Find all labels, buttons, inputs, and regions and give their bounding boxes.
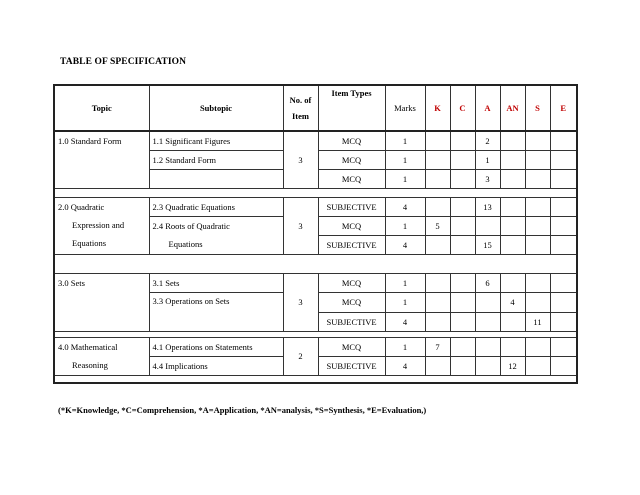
s-cell: 11 (525, 312, 550, 331)
item-type-cell: SUBJECTIVE (318, 236, 385, 255)
item-type-cell: MCQ (318, 216, 385, 235)
e-cell (550, 293, 577, 312)
an-cell (500, 312, 525, 331)
table-row (54, 131, 577, 150)
an-cell (500, 274, 525, 293)
spacer-row (54, 375, 577, 383)
no-of-item-cell: 3 (283, 274, 318, 331)
item-type-cell: SUBJECTIVE (318, 312, 385, 331)
subtopic-cell (149, 169, 283, 188)
s-cell (525, 169, 550, 188)
s-cell (525, 131, 550, 150)
marks-cell: 1 (385, 274, 425, 293)
k-cell (425, 197, 450, 216)
c-cell (450, 274, 475, 293)
an-cell (500, 337, 525, 356)
spacer-row (54, 188, 577, 197)
header-e: E (550, 85, 577, 131)
e-cell (550, 197, 577, 216)
item-type-cell: SUBJECTIVE (318, 197, 385, 216)
subtopic-cell (149, 216, 283, 254)
s-cell (525, 236, 550, 255)
item-type-cell: MCQ (318, 274, 385, 293)
item-type-cell: SUBJECTIVE (318, 356, 385, 375)
an-cell (500, 216, 525, 235)
subtopic-cell: 2.3 Quadratic Equations (149, 197, 283, 216)
an-cell (500, 131, 525, 150)
header-no-of-item-line2: Item (292, 111, 309, 121)
e-cell (550, 150, 577, 169)
item-type-cell: MCQ (318, 337, 385, 356)
topic-line: Reasoning (72, 359, 108, 370)
marks-cell: 1 (385, 216, 425, 235)
marks-cell: 4 (385, 312, 425, 331)
c-cell (450, 312, 475, 331)
topic-line: Equations (72, 237, 106, 248)
topic-cell (54, 197, 149, 254)
a-cell: 1 (475, 150, 500, 169)
header-s: S (525, 85, 550, 131)
marks-cell: 1 (385, 169, 425, 188)
marks-cell: 1 (385, 150, 425, 169)
spacer-row (54, 255, 577, 274)
header-no-of-item (283, 85, 318, 131)
c-cell (450, 131, 475, 150)
k-cell: 7 (425, 337, 450, 356)
s-cell (525, 150, 550, 169)
an-cell (500, 236, 525, 255)
header-row (54, 85, 577, 131)
s-cell (525, 337, 550, 356)
e-cell (550, 337, 577, 356)
header-no-of-item-line1: No. of (289, 95, 312, 105)
no-of-item-cell: 2 (283, 337, 318, 375)
subtopic-cell: 1.2 Standard Form (149, 150, 283, 169)
an-cell (500, 169, 525, 188)
specification-table (53, 84, 578, 384)
c-cell (450, 356, 475, 375)
topic-line: 4.0 Mathematical (58, 341, 118, 352)
subtopic-line: 2.4 Roots of Quadratic (152, 220, 230, 231)
e-cell (550, 131, 577, 150)
header-c: C (450, 85, 475, 131)
e-cell (550, 312, 577, 331)
k-cell (425, 293, 450, 312)
table-row (54, 337, 577, 356)
s-cell (525, 293, 550, 312)
an-cell (500, 150, 525, 169)
k-cell (425, 169, 450, 188)
marks-cell: 1 (385, 337, 425, 356)
item-type-cell: MCQ (318, 131, 385, 150)
marks-cell: 1 (385, 293, 425, 312)
marks-cell: 4 (385, 197, 425, 216)
marks-cell: 4 (385, 356, 425, 375)
header-an: AN (500, 85, 525, 131)
header-subtopic: Subtopic (149, 85, 283, 131)
c-cell (450, 197, 475, 216)
s-cell (525, 216, 550, 235)
k-cell (425, 236, 450, 255)
subtopic-cell: 4.1 Operations on Statements (149, 337, 283, 356)
subtopic-cell: 3.3 Operations on Sets (149, 293, 283, 331)
k-cell (425, 131, 450, 150)
an-cell: 4 (500, 293, 525, 312)
c-cell (450, 216, 475, 235)
topic-cell: 1.0 Standard Form (54, 131, 149, 188)
table-row (54, 197, 577, 216)
a-cell (475, 216, 500, 235)
marks-cell: 4 (385, 236, 425, 255)
a-cell (475, 312, 500, 331)
an-cell: 12 (500, 356, 525, 375)
header-a: A (475, 85, 500, 131)
a-cell: 6 (475, 274, 500, 293)
item-type-cell: MCQ (318, 169, 385, 188)
e-cell (550, 274, 577, 293)
header-item-types: Item Types (318, 85, 385, 131)
item-type-cell: MCQ (318, 150, 385, 169)
s-cell (525, 197, 550, 216)
marks-cell: 1 (385, 131, 425, 150)
topic-line: 2.0 Quadratic (58, 201, 105, 212)
k-cell: 5 (425, 216, 450, 235)
e-cell (550, 169, 577, 188)
s-cell (525, 356, 550, 375)
an-cell (500, 197, 525, 216)
legend-note: (*K=Knowledge, *C=Comprehension, *A=Application, *AN=analysis, *S=Synthesis, *E=Evaluation,) (58, 405, 427, 415)
no-of-item-cell: 3 (283, 131, 318, 188)
table-row (54, 274, 577, 293)
page-title: TABLE OF SPECIFICATION (60, 57, 187, 67)
c-cell (450, 337, 475, 356)
header-k: K (425, 85, 450, 131)
no-of-item-cell: 3 (283, 197, 318, 254)
k-cell (425, 356, 450, 375)
a-cell: 15 (475, 236, 500, 255)
e-cell (550, 236, 577, 255)
a-cell: 13 (475, 197, 500, 216)
header-marks: Marks (385, 85, 425, 131)
item-type-cell: MCQ (318, 293, 385, 312)
topic-cell (54, 337, 149, 375)
k-cell (425, 312, 450, 331)
k-cell (425, 150, 450, 169)
topic-line: Expression and (72, 219, 125, 230)
a-cell (475, 293, 500, 312)
topic-cell: 3.0 Sets (54, 274, 149, 331)
header-topic: Topic (54, 85, 149, 131)
subtopic-cell: 1.1 Significant Figures (149, 131, 283, 150)
a-cell (475, 356, 500, 375)
a-cell (475, 337, 500, 356)
k-cell (425, 274, 450, 293)
c-cell (450, 293, 475, 312)
a-cell: 3 (475, 169, 500, 188)
subtopic-cell: 4.4 Implications (149, 356, 283, 375)
e-cell (550, 216, 577, 235)
e-cell (550, 356, 577, 375)
c-cell (450, 236, 475, 255)
c-cell (450, 169, 475, 188)
subtopic-cell: 3.1 Sets (149, 274, 283, 293)
subtopic-line: Equations (168, 238, 203, 249)
a-cell: 2 (475, 131, 500, 150)
s-cell (525, 274, 550, 293)
c-cell (450, 150, 475, 169)
